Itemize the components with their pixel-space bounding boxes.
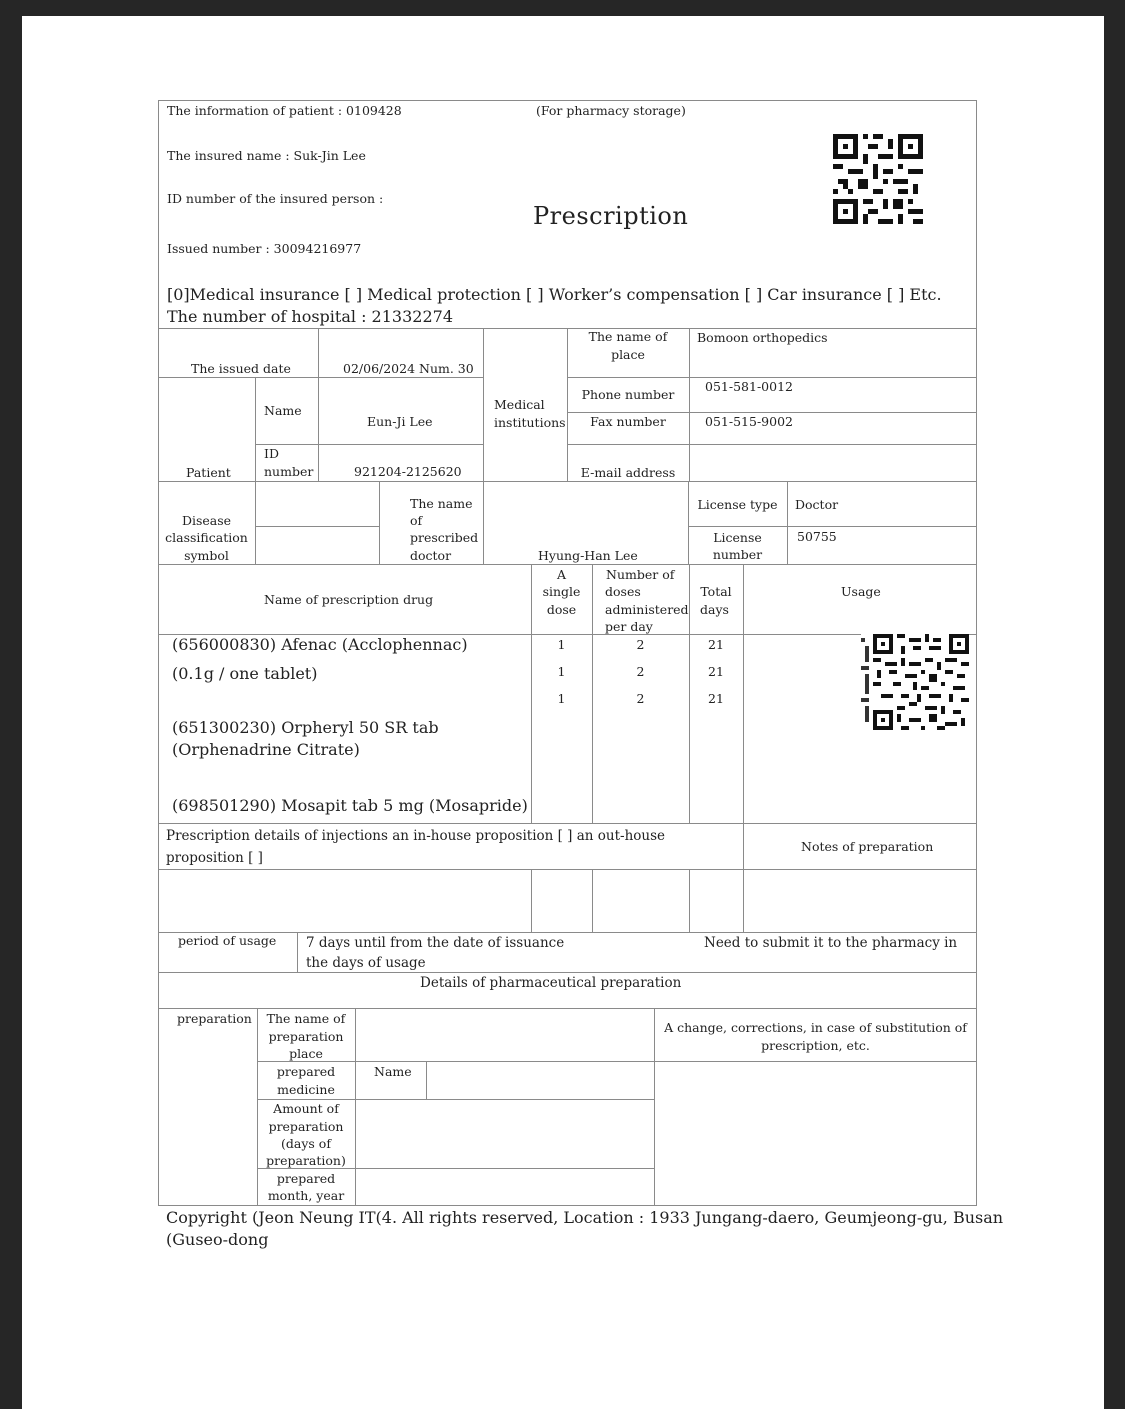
change-note-2: prescription, etc. (761, 1038, 870, 1053)
prep-place-label-2: preparation (268, 1029, 344, 1044)
hospital-number: The number of hospital : 21332274 (167, 307, 453, 326)
preparation-label: preparation (177, 1011, 252, 1026)
drug-2-generic: (Orphenadrine Citrate) (172, 740, 360, 759)
phone-value: 051-581-0012 (705, 379, 793, 394)
prep-place-label-3: place (289, 1046, 323, 1061)
rule (318, 377, 319, 482)
disease-label-3: symbol (184, 548, 229, 563)
rule (255, 526, 379, 527)
frame-top (158, 100, 977, 101)
doctor-name: Hyung-Han Lee (538, 548, 638, 563)
usage-qr-code-icon (861, 634, 969, 730)
prepared-medicine-label-2: medicine (277, 1082, 335, 1097)
issued-date-label: The issued date (191, 361, 291, 376)
rule (255, 481, 256, 565)
insured-name: The insured name : Suk-Jin Lee (167, 148, 366, 163)
patient-name-label: Name (264, 403, 302, 418)
doctor-label-3: prescribed (410, 530, 479, 545)
doses-header-2: doses (605, 584, 641, 599)
rule (379, 481, 380, 565)
amount-label: Amount of (273, 1101, 339, 1116)
rule (255, 377, 256, 482)
period-usage-value-2: the days of usage (306, 955, 426, 971)
rule (787, 481, 788, 565)
injections-line: Prescription details of injections an in-house proposition [ ] an out-house (166, 828, 666, 844)
change-note: A change, corrections, in case of substitution of (664, 1020, 967, 1035)
rule (689, 869, 690, 933)
rule (689, 328, 690, 482)
doses-header: Number of (606, 567, 675, 582)
notes-preparation-label: Notes of preparation (801, 839, 934, 854)
fax-label: Fax number (590, 414, 666, 429)
amount-label-4: preparation) (266, 1153, 346, 1168)
single-dose-header-3: dose (546, 602, 577, 617)
doses-header-3: administered (605, 602, 689, 617)
rule (355, 1008, 356, 1206)
period-usage-label: period of usage (178, 933, 277, 948)
rule (483, 481, 484, 565)
license-type-value: Doctor (795, 497, 839, 512)
submit-note: Need to submit it to the pharmacy in (704, 935, 958, 951)
disease-label-2: classification (165, 530, 248, 545)
patient-label: Patient (186, 465, 231, 480)
license-number-value: 50755 (797, 529, 837, 544)
storage-note: (For pharmacy storage) (536, 103, 686, 118)
pharm-section-title: Details of pharmaceutical preparation (420, 975, 682, 991)
doctor-label-2: of (410, 513, 423, 528)
rule (592, 869, 593, 933)
place-name-label-2: place (611, 347, 645, 362)
rule (158, 377, 483, 378)
amount-label-3: (days of (281, 1136, 331, 1151)
rule (654, 1061, 977, 1062)
rule (158, 1008, 977, 1009)
issued-number: Issued number : 30094216977 (167, 241, 362, 256)
rule (743, 869, 744, 933)
prepared-month-label: prepared (276, 1171, 336, 1186)
insurance-type-line: [0]Medical insurance [ ] Medical protection [ ] Worker’s compensation [ ] Car insurance [ ] Etc. (167, 285, 942, 304)
injections-line-2: proposition [ ] (166, 850, 263, 866)
rule (688, 526, 977, 527)
rule (158, 932, 977, 933)
drug-1-dose: (0.1g / one tablet) (172, 664, 318, 683)
rule (158, 869, 977, 870)
rule (318, 328, 319, 378)
institution-label: Medical (494, 397, 545, 412)
drug-3-single: 1 (557, 691, 566, 706)
usage-header: Usage (841, 584, 881, 599)
license-number-label-2: number (712, 547, 763, 562)
prep-place-label: The name of (266, 1011, 346, 1026)
doctor-label-4: doctor (410, 548, 452, 563)
patient-id-value: 921204-2125620 (354, 464, 462, 479)
copyright-line-2: (Guseo-dong (166, 1230, 269, 1249)
drug-2-days: 21 (708, 664, 724, 679)
drug-1-single: 1 (557, 637, 566, 652)
copyright-line: Copyright (Jeon Neung IT(4. All rights reserved, Location : 1933 Jungang-daero, Geumjeong-gu, Busan (166, 1208, 1004, 1227)
insured-id: ID number of the insured person : (167, 191, 384, 206)
doctor-label: The name (410, 496, 473, 511)
license-number-label: License (713, 530, 762, 545)
patient-info: The information of patient : 0109428 (167, 103, 402, 118)
rule (297, 932, 298, 973)
rule (567, 444, 977, 445)
rule (158, 823, 977, 824)
rule (158, 972, 977, 973)
drug-2-name: (651300230) Orpheryl 50 SR tab (172, 718, 439, 737)
single-dose-header: A (556, 567, 567, 582)
rule (255, 444, 483, 445)
drug-3-doses: 2 (636, 691, 645, 706)
total-days-header-2: days (700, 602, 729, 617)
period-usage-value: 7 days until from the date of issuance (306, 935, 565, 951)
drug-3-days: 21 (708, 691, 724, 706)
rule (483, 328, 484, 482)
place-name-label: The name of (588, 329, 668, 344)
drug-1-doses: 2 (636, 637, 645, 652)
drug-2-doses: 2 (636, 664, 645, 679)
patient-name-value: Eun-Ji Lee (367, 414, 433, 429)
page-title: Prescription (533, 202, 689, 230)
patient-id-label-2: number (264, 464, 314, 479)
header-qr-code-icon (833, 133, 923, 225)
rule (158, 564, 977, 565)
rule (426, 1061, 427, 1100)
drug-name-header: Name of prescription drug (264, 592, 434, 607)
prepared-medicine-label: prepared (276, 1064, 336, 1079)
patient-id-label: ID (264, 446, 279, 461)
drug-2-single: 1 (557, 664, 566, 679)
drug-1-name: (656000830) Afenac (Acclophennac) (172, 635, 468, 654)
amount-label-2: preparation (268, 1119, 344, 1134)
prescription-page (22, 16, 1104, 1409)
institution-label-2: institutions (494, 415, 566, 430)
rule (743, 823, 744, 870)
total-days-header: Total (700, 584, 732, 599)
doses-header-4: per day (605, 619, 653, 634)
license-type-label: License type (697, 497, 778, 512)
frame-left (158, 100, 159, 1206)
prepared-name-label: Name (374, 1064, 412, 1079)
drug-1-days: 21 (708, 637, 724, 652)
disease-label: Disease (181, 513, 232, 528)
fax-value: 051-515-9002 (705, 414, 793, 429)
place-name-value: Bomoon orthopedics (697, 330, 828, 345)
phone-label: Phone number (581, 387, 675, 402)
single-dose-header-2: single (542, 584, 581, 599)
rule (531, 869, 532, 933)
issued-date-value: 02/06/2024 Num. 30 (343, 361, 474, 376)
rule (743, 564, 744, 824)
frame-bottom (158, 1205, 977, 1206)
drug-3-name: (698501290) Mosapit tab 5 mg (Mosapride) (172, 796, 528, 815)
email-label: E-mail address (580, 465, 676, 480)
prepared-month-label-2: month, year (267, 1188, 345, 1203)
